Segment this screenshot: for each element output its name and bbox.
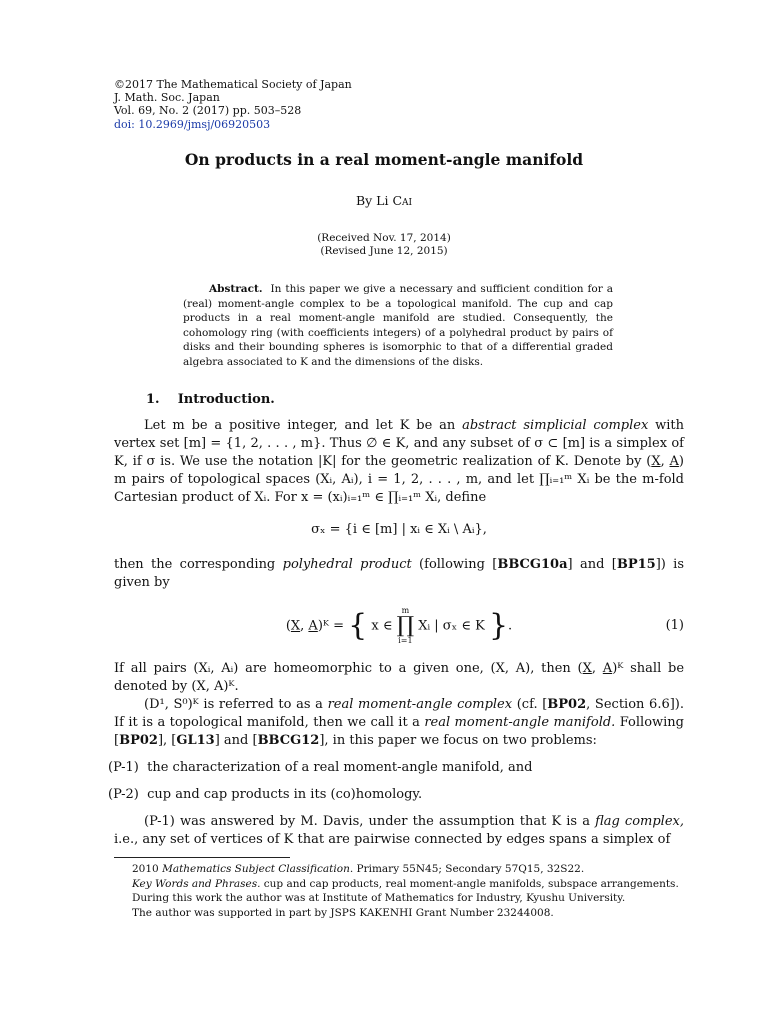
paper-title: On products in a real moment-angle manifold xyxy=(184,150,584,169)
doi-link[interactable]: doi: 10.2969/jmsj/06920503 xyxy=(114,117,271,131)
text-run: )ᴷ shall be denoted by (X, A)ᴷ. xyxy=(114,661,685,694)
citation-bbcg10a[interactable]: BBCG10a xyxy=(497,557,568,572)
citation-bp02[interactable]: BP02 xyxy=(547,697,587,712)
underlined-x: X xyxy=(651,454,661,469)
text-run: then the corresponding xyxy=(114,557,283,572)
footnote-grant: The author was supported in part by JSPS KAKENHI Grant Number 23244008. xyxy=(132,906,554,919)
text-run: Let m be a positive integer, and let K be an xyxy=(144,418,463,433)
footnotes xyxy=(114,862,684,920)
text-run: ]) is given by xyxy=(114,557,685,590)
list-item-p2 xyxy=(108,787,422,802)
equation-1: (X, A)ᴷ = { x ∈ m ∏ i=1 Xᵢ | σₓ ∈ K }. (1) xyxy=(114,600,684,652)
underlined-a: A xyxy=(602,661,613,676)
volume-line: Vol. 69, No. 2 (2017) pp. 503–528 xyxy=(114,104,302,118)
item-label: (P-2) xyxy=(108,787,139,802)
footnote-keywords xyxy=(114,877,684,892)
lhs-exponent: )ᴷ = xyxy=(317,618,345,634)
abstract-label: Abstract. xyxy=(209,283,263,295)
text-run: 2010 xyxy=(132,863,163,875)
text-run: ] and [ xyxy=(214,733,258,748)
left-brace: { xyxy=(348,608,368,643)
right-brace: } xyxy=(488,608,509,643)
text-run: ], in this paper we focus on two problems: xyxy=(319,733,597,748)
text-run: (P-1) was answered by M. Davis, under the assumption that K is a xyxy=(144,814,596,829)
equation-1-rest: Xᵢ | σₓ ∈ K xyxy=(418,618,485,634)
citation-bp02[interactable]: BP02 xyxy=(119,733,158,748)
product-symbol: ∏ xyxy=(396,613,415,638)
equation-1-body: x ∈ xyxy=(371,618,393,634)
text-run: ) m pairs of topological spaces (Xᵢ, Aᵢ), i = 1, 2, . . . , m, and let ∏ᵢ₌₁ᵐ Xᵢ be the m-fold Cartesian product of Xᵢ. For x = (xᵢ)ᵢ₌₁ᵐ ∈ ∏ᵢ₌₁ᵐ Xᵢ, define xyxy=(114,454,684,505)
item-text: the characterization of a real moment-angle manifold, and xyxy=(147,760,533,775)
underlined-a: A xyxy=(308,618,318,634)
copyright-line: ©2017 The Mathematical Society of Japan xyxy=(114,78,352,91)
intro-paragraph-5 xyxy=(114,813,684,849)
term-polyhedral-product: polyhedral product xyxy=(282,557,412,572)
msc-codes: Primary 55N45; Secondary 57Q15, 32S22. xyxy=(353,863,585,875)
author-line xyxy=(0,193,768,208)
keywords-label: Key Words and Phrases. xyxy=(132,877,261,890)
author-by: By Li xyxy=(355,193,393,208)
msc-label: Mathematics Subject Classification. xyxy=(162,863,354,875)
abstract xyxy=(183,282,613,369)
text-run: (following [ xyxy=(411,557,498,572)
section-title: Introduction. xyxy=(177,392,275,407)
keywords-list: cup and cap products, real moment-angle manifolds, subspace arrangements. xyxy=(260,877,679,890)
equation-1-lhs: (X, A)ᴷ = xyxy=(285,618,345,634)
text-run: (cf. [ xyxy=(512,697,548,712)
revised-date: (Revised June 12, 2015) xyxy=(320,245,448,257)
intro-paragraph-4 xyxy=(114,696,684,750)
text-run: , Section 6.6]). If it is a topological manifold, then we call it a xyxy=(114,697,684,730)
underlined-x: X xyxy=(290,618,301,634)
underlined-a: A xyxy=(669,454,679,469)
term-flag-complex: flag complex, xyxy=(595,814,685,829)
intro-paragraph-1 xyxy=(114,417,684,507)
section-number: 1. xyxy=(146,392,160,407)
author-surname: Cai xyxy=(392,193,413,208)
footnote-affiliation: During this work the author was at Institute of Mathematics for Industry, Kyushu University. xyxy=(132,892,626,904)
text-run: i.e., any set of vertices of K that are pairwise connected by edges spans a simplex of xyxy=(114,832,671,847)
footnote-msc xyxy=(114,862,684,877)
text-run: Following [ xyxy=(114,715,684,748)
section-heading xyxy=(146,392,275,407)
text-run: with vertex set [m] = {1, 2, . . . , m}. Thus ∅ ∈ K, and any subset of σ ⊂ [m] is a simplex of K, if σ is. We use the notation |K| for the geometric realization of K. Denote by ( xyxy=(114,418,685,469)
equation-number: (1) xyxy=(665,618,684,633)
text-run: If all pairs (Xᵢ, Aᵢ) are homeomorphic to a given one, (X, A), then ( xyxy=(114,661,583,676)
footnote-rule xyxy=(114,857,290,858)
product-upper-limit: m xyxy=(401,606,410,615)
text-run: (D¹, S⁰)ᴷ is referred to as a xyxy=(144,697,328,712)
dates xyxy=(0,232,768,258)
product-operator xyxy=(397,607,415,645)
citation-bbcg12[interactable]: BBCG12 xyxy=(257,733,320,748)
term-real-moment-angle-complex: real moment-angle complex xyxy=(327,697,513,712)
abstract-text: In this paper we give a necessary and sufficient condition for a (real) moment-angle complex to be a topological manifold. The cup and cap products in a real moment-angle manifold are studied. Consequently, the cohomology ring (with coefficients integers) of a polyhedral product by pairs of disks and their bounding spheres is isomorphic to that of a differential graded algebra associated to K and the dimensions of the disks. xyxy=(183,283,613,368)
journal-name: J. Math. Soc. Japan xyxy=(114,91,220,105)
item-label: (P-1) xyxy=(108,760,139,775)
item-text: cup and cap products in its (co)homology. xyxy=(147,787,423,802)
term-real-moment-angle-manifold: real moment-angle manifold. xyxy=(424,715,616,730)
text-run: ] and [ xyxy=(567,557,617,572)
product-lower-limit: i=1 xyxy=(398,636,413,645)
journal-header xyxy=(114,78,352,131)
text-run: ], [ xyxy=(157,733,177,748)
citation-bp15[interactable]: BP15 xyxy=(616,557,656,572)
underlined-x: X xyxy=(582,661,592,676)
intro-paragraph-2 xyxy=(114,556,684,592)
list-item-p1 xyxy=(108,760,532,775)
intro-paragraph-3: If all pairs (Xᵢ, Aᵢ) are homeomorphic to a given one, (X, A), then (X, A)ᴷ shall be denoted by (X, A)ᴷ. xyxy=(114,661,685,694)
text-run: , xyxy=(660,454,670,469)
equation-sigma: σₓ = {i ∈ [m] | xᵢ ∈ Xᵢ \ Aᵢ}, xyxy=(311,522,487,537)
received-date: (Received Nov. 17, 2014) xyxy=(317,232,451,244)
term-abstract-simplicial-complex: abstract simplicial complex xyxy=(462,418,649,433)
citation-gl13[interactable]: GL13 xyxy=(176,733,215,748)
